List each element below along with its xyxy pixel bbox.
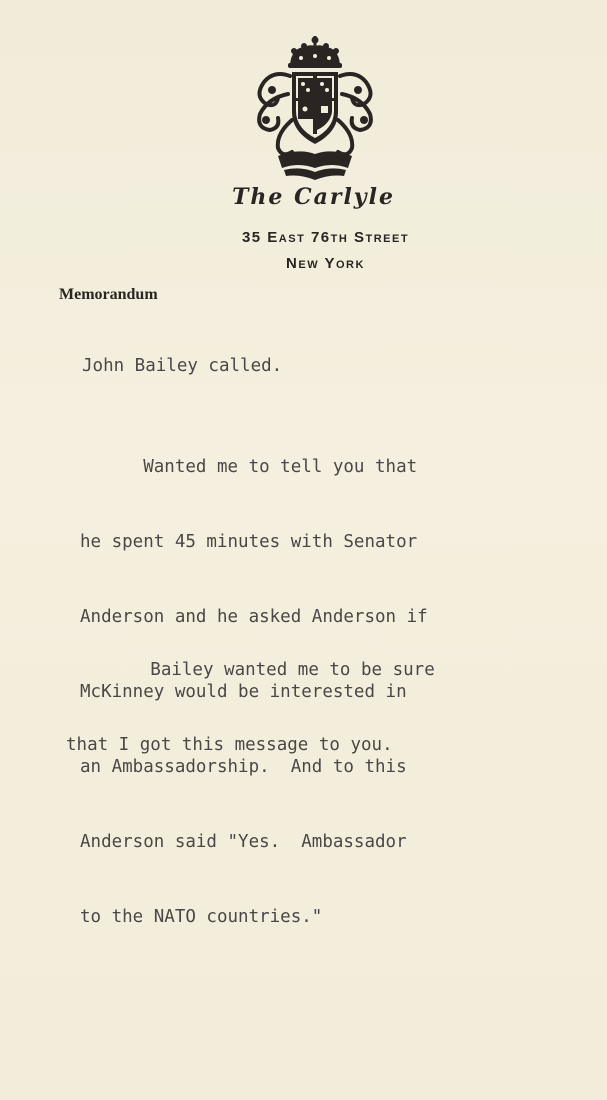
memorandum-label: Memorandum <box>59 286 158 303</box>
carlyle-crest-logo <box>248 34 382 182</box>
message-line: an Ambassadorship. And to this <box>80 757 407 777</box>
hotel-name: The Carlyle <box>232 184 395 210</box>
address-street: 35 East 76th Street <box>241 229 410 246</box>
closing-paragraph <box>66 608 435 808</box>
message-line: McKinney would be interested in <box>80 682 407 702</box>
closing-line: Bailey wanted me to be sure <box>66 660 435 680</box>
message-line: Anderson said "Yes. Ambassador <box>80 832 407 852</box>
closing-line: that I got this message to you. <box>66 735 393 755</box>
message-line: he spent 45 minutes with Senator <box>80 532 418 552</box>
opening-line: John Bailey called. <box>82 356 283 376</box>
address-city: New York <box>286 255 365 272</box>
message-line: Anderson and he asked Anderson if <box>80 607 428 627</box>
message-line: Wanted me to tell you that <box>80 457 418 477</box>
message-line: to the NATO countries." <box>80 907 323 927</box>
